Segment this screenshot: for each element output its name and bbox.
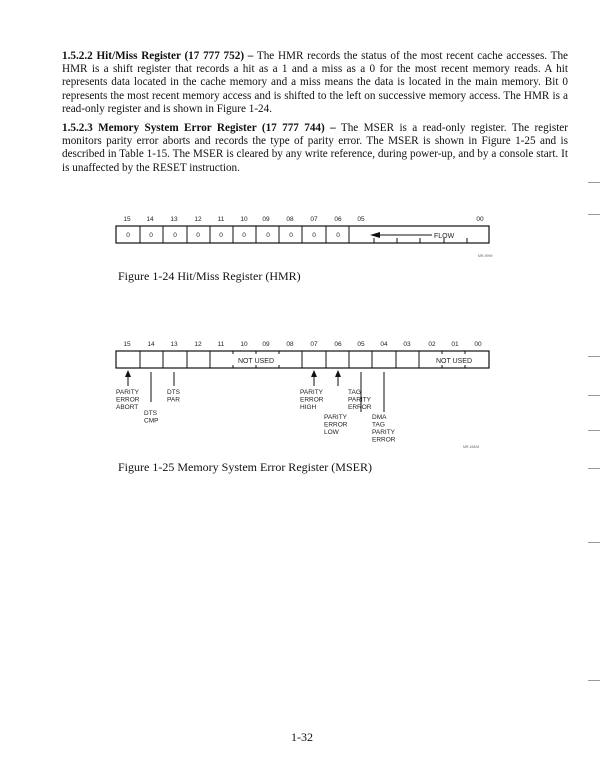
bit-number: 00 bbox=[474, 341, 482, 348]
bit-cell-value: 0 bbox=[242, 232, 246, 239]
bit-number: 05 bbox=[357, 216, 365, 223]
drawing-id: MR-9999 bbox=[478, 254, 493, 258]
bit-number: 11 bbox=[217, 216, 225, 223]
not-used-label-left: NOT USED bbox=[237, 358, 275, 365]
bit-number: 13 bbox=[170, 341, 178, 348]
bit-number: 15 bbox=[123, 216, 131, 223]
bit-cell-value: 0 bbox=[126, 232, 130, 239]
page-number: 1-32 bbox=[291, 730, 313, 744]
scan-edge-mark bbox=[588, 468, 600, 469]
figure-1-24-hmr-diagram bbox=[0, 0, 604, 300]
bit-number: 06 bbox=[334, 341, 342, 348]
figure-1-25-mser-diagram bbox=[0, 330, 604, 460]
bit-number: 12 bbox=[194, 341, 202, 348]
bit-number: 06 bbox=[334, 216, 342, 223]
bit-cell-value: 0 bbox=[219, 232, 223, 239]
bit-number: 00 bbox=[476, 216, 484, 223]
bit-number: 09 bbox=[262, 341, 270, 348]
bit-number: 10 bbox=[240, 216, 248, 223]
flow-arrow-head bbox=[370, 232, 380, 238]
bit-number: 05 bbox=[357, 341, 365, 348]
bit-cell-value: 0 bbox=[196, 232, 200, 239]
bit-number: 14 bbox=[146, 216, 154, 223]
text-hmr: The HMR records the status of the most recent cache accesses. The HMR is a shift register that records a hit as a 1 and a miss as a 0 for the most recent memory reads. A hit represents data located in the cache memory and a miss means the data is located in the main memory. Bit 0 represents the most recent memory access and is shifted to the left on successive memory access. The HMR is a read-only register and is shown in Figure 1-24. bbox=[62, 50, 568, 115]
figure-1-25-caption: Figure 1-25 Memory System Error Register (MSER) bbox=[118, 460, 372, 474]
bit-cell-value: 0 bbox=[149, 232, 153, 239]
bit-number: 08 bbox=[286, 216, 294, 223]
bit-number: 08 bbox=[286, 341, 294, 348]
text-mser: The MSER is a read-only register. The register monitors parity error aborts and records the type of parity error. The MSER is shown in Figure 1-25 and is described in Table 1-15. The MSER is cleared by any write reference, during power-up, and by a console start. It is unaffected by the RESET instruction. bbox=[62, 122, 568, 174]
bit-number: 07 bbox=[310, 341, 318, 348]
label-dma-tag-parity-error: DMA TAG PARITY ERROR bbox=[372, 414, 396, 444]
bit-cell-value: 0 bbox=[336, 232, 340, 239]
scan-edge-mark bbox=[588, 680, 600, 681]
bit-number: 04 bbox=[380, 341, 388, 348]
scan-edge-mark bbox=[588, 214, 600, 215]
label-parity-error-high: PARITY ERROR HIGH bbox=[300, 389, 324, 411]
bit-cell-value: 0 bbox=[266, 232, 270, 239]
scan-edge-mark bbox=[588, 395, 600, 396]
label-parity-error-low: PARITY ERROR LOW bbox=[324, 414, 348, 436]
label-parity-error-abort: PARITY ERROR ABORT bbox=[116, 389, 140, 411]
bit-number: 02 bbox=[428, 341, 436, 348]
figure-1-24-caption: Figure 1-24 Hit/Miss Register (HMR) bbox=[118, 269, 301, 283]
scan-edge-mark bbox=[588, 356, 600, 357]
scan-edge-mark bbox=[588, 430, 600, 431]
bit-number: 01 bbox=[451, 341, 459, 348]
label-tag-parity-error: TAG PARITY ERROR bbox=[348, 389, 372, 411]
heading-mser: 1.5.2.3 Memory System Error Register (17 777 744) – bbox=[62, 122, 336, 134]
bit-number: 13 bbox=[170, 216, 178, 223]
flow-label: FLOW bbox=[434, 233, 455, 240]
heading-hmr: 1.5.2.2 Hit/Miss Register (17 777 752) – bbox=[62, 50, 254, 62]
scan-edge-mark bbox=[588, 182, 600, 183]
bit-number: 09 bbox=[262, 216, 270, 223]
bit-cell-value: 0 bbox=[173, 232, 177, 239]
bit-number: 12 bbox=[194, 216, 202, 223]
bit-number: 07 bbox=[310, 216, 318, 223]
label-dts-par: DTS PAR bbox=[167, 389, 180, 404]
bit-number: 11 bbox=[217, 341, 225, 348]
not-used-label-right: NOT USED bbox=[435, 358, 473, 365]
drawing-id: MR-16834 bbox=[463, 445, 480, 449]
bit-number: 15 bbox=[123, 341, 131, 348]
bit-number: 03 bbox=[403, 341, 411, 348]
bit-cell-value: 0 bbox=[289, 232, 293, 239]
label-dts-cmp: DTS CMP bbox=[144, 410, 159, 425]
bit-number: 14 bbox=[147, 341, 155, 348]
bit-cell-value: 0 bbox=[312, 232, 316, 239]
scan-edge-mark bbox=[588, 542, 600, 543]
bit-number: 10 bbox=[240, 341, 248, 348]
